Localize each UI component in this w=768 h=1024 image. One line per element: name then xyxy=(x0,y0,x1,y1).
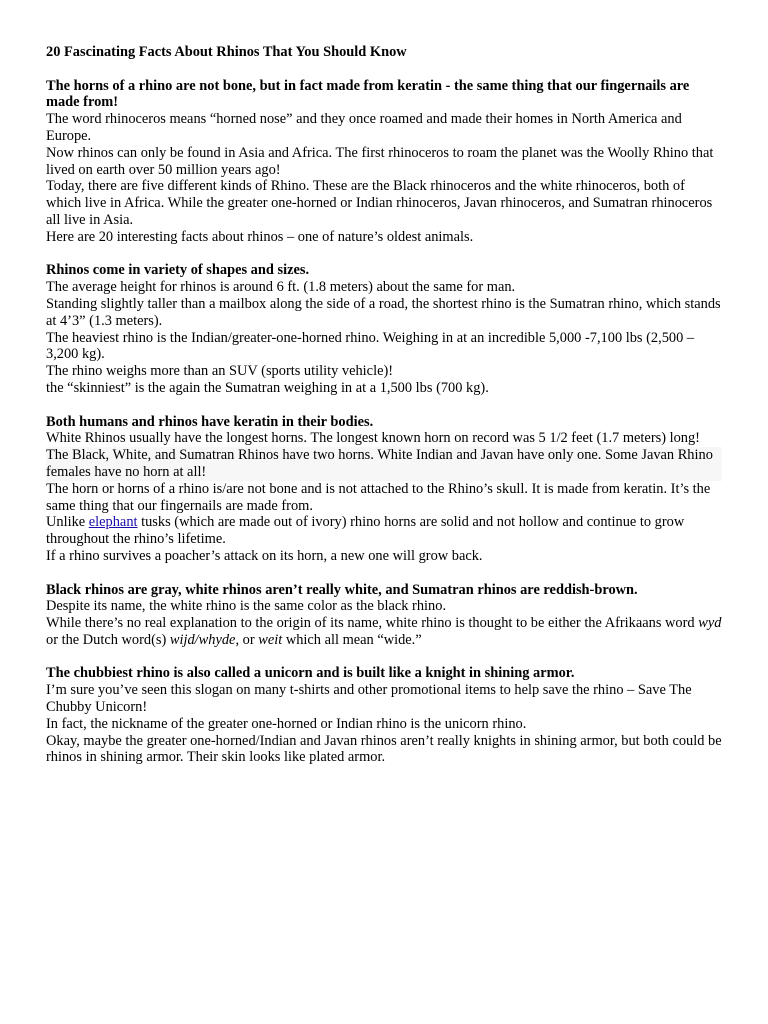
paragraph-name-origin xyxy=(46,615,722,649)
text-run: tusks (which are made out of ivory) rhino horns are solid and not hollow and continue to grow throughout the rhino’s lifetime. xyxy=(46,514,685,548)
paragraph-elephant xyxy=(46,514,722,548)
italic-word: wijd/whyde xyxy=(169,631,236,648)
paragraph: If a rhino survives a poacher’s attack on its horn, a new one will grow back. xyxy=(46,547,483,564)
spacer xyxy=(46,246,722,263)
paragraph: Okay, maybe the greater one-horned/Indian and Javan rhinos aren’t really knights in shining armor, but both could be rhinos in shining armor. Their skin looks like plated armor. xyxy=(46,732,722,766)
paragraph: Today, there are five different kinds of Rhino. These are the Black rhinoceros and the white rhinoceros, both of which live in Africa. While the greater one-horned or Indian rhinoceros, Javan rhinoceros, and Sumatran rhinoceros all live in Asia. xyxy=(46,178,713,228)
paragraph: White Rhinos usually have the longest horns. The longest known horn on record was 5 1/2 feet (1.7 meters) long! xyxy=(46,430,700,447)
paragraph: I’m sure you’ve seen this slogan on many t-shirts and other promotional items to help save the rhino – Save The Chubby Unicorn! xyxy=(46,682,692,716)
paragraph: The heaviest rhino is the Indian/greater-one-horned rhino. Weighing in at an incredible 5,000 -7,100 lbs (2,500 – 3,200 kg). xyxy=(46,329,695,363)
text-run: which all mean “wide.” xyxy=(282,631,422,648)
spacer xyxy=(46,61,722,78)
section-heading-colors: Black rhinos are gray, white rhinos aren’t really white, and Sumatran rhinos are reddish-brown. xyxy=(46,581,638,598)
paragraph: the “skinniest” is the again the Sumatran weighing in at a 1,500 lbs (700 kg). xyxy=(46,379,489,396)
elephant-link[interactable]: elephant xyxy=(88,514,138,531)
spacer xyxy=(46,649,722,666)
paragraph: Standing slightly taller than a mailbox along the side of a road, the shortest rhino is the Sumatran rhino, which stands at 4’3” (1.3 meters). xyxy=(46,295,721,329)
text-run: While there’s no real explanation to the origin of its name, white rhino is thought to be either the Afrikaans word xyxy=(46,615,699,632)
document-title: 20 Fascinating Facts About Rhinos That You Should Know xyxy=(46,44,407,60)
text-run: Unlike xyxy=(46,514,89,531)
paragraph: Here are 20 interesting facts about rhinos – one of nature’s oldest animals. xyxy=(46,228,474,245)
paragraph: The horn or horns of a rhino is/are not bone and is not attached to the Rhino’s skull. It is made from keratin. It’s the same thing that our fingernails are made from. xyxy=(46,480,711,514)
paragraph: In fact, the nickname of the greater one-horned or Indian rhino is the unicorn rhino. xyxy=(46,715,527,732)
paragraph: Despite its name, the white rhino is the same color as the black rhino. xyxy=(46,598,447,615)
spacer xyxy=(46,565,722,582)
section-heading-humans-keratin: Both humans and rhinos have keratin in their bodies. xyxy=(46,413,374,430)
text-run: or the Dutch word(s) xyxy=(46,631,170,648)
italic-word: wyd xyxy=(698,615,722,632)
paragraph: The average height for rhinos is around 6 ft. (1.8 meters) about the same for man. xyxy=(46,279,516,296)
paragraph: The rhino weighs more than an SUV (sports utility vehicle)! xyxy=(46,363,394,380)
paragraph: The word rhinoceros means “horned nose” and they once roamed and made their homes in North America and Europe. xyxy=(46,111,682,144)
spacer xyxy=(46,397,722,414)
italic-word: weit xyxy=(258,631,283,648)
section-heading-unicorn: The chubbiest rhino is also called a unicorn and is built like a knight in shining armor. xyxy=(46,665,575,682)
text-run: , or xyxy=(235,631,259,648)
paragraph-highlighted: The Black, White, and Sumatran Rhinos have two horns. White Indian and Javan have only one. Some Javan Rhino females have no horn at all! xyxy=(46,447,722,481)
paragraph: Now rhinos can only be found in Asia and Africa. The first rhinoceros to roam the planet was the Woolly Rhino that lived on earth over 50 million years ago! xyxy=(46,144,714,178)
section-heading-shapes-sizes: Rhinos come in variety of shapes and sizes. xyxy=(46,262,310,279)
section-heading-keratin: The horns of a rhino are not bone, but in fact made from keratin - the same thing that our fingernails are made from! xyxy=(46,77,690,111)
document-page xyxy=(46,44,722,766)
